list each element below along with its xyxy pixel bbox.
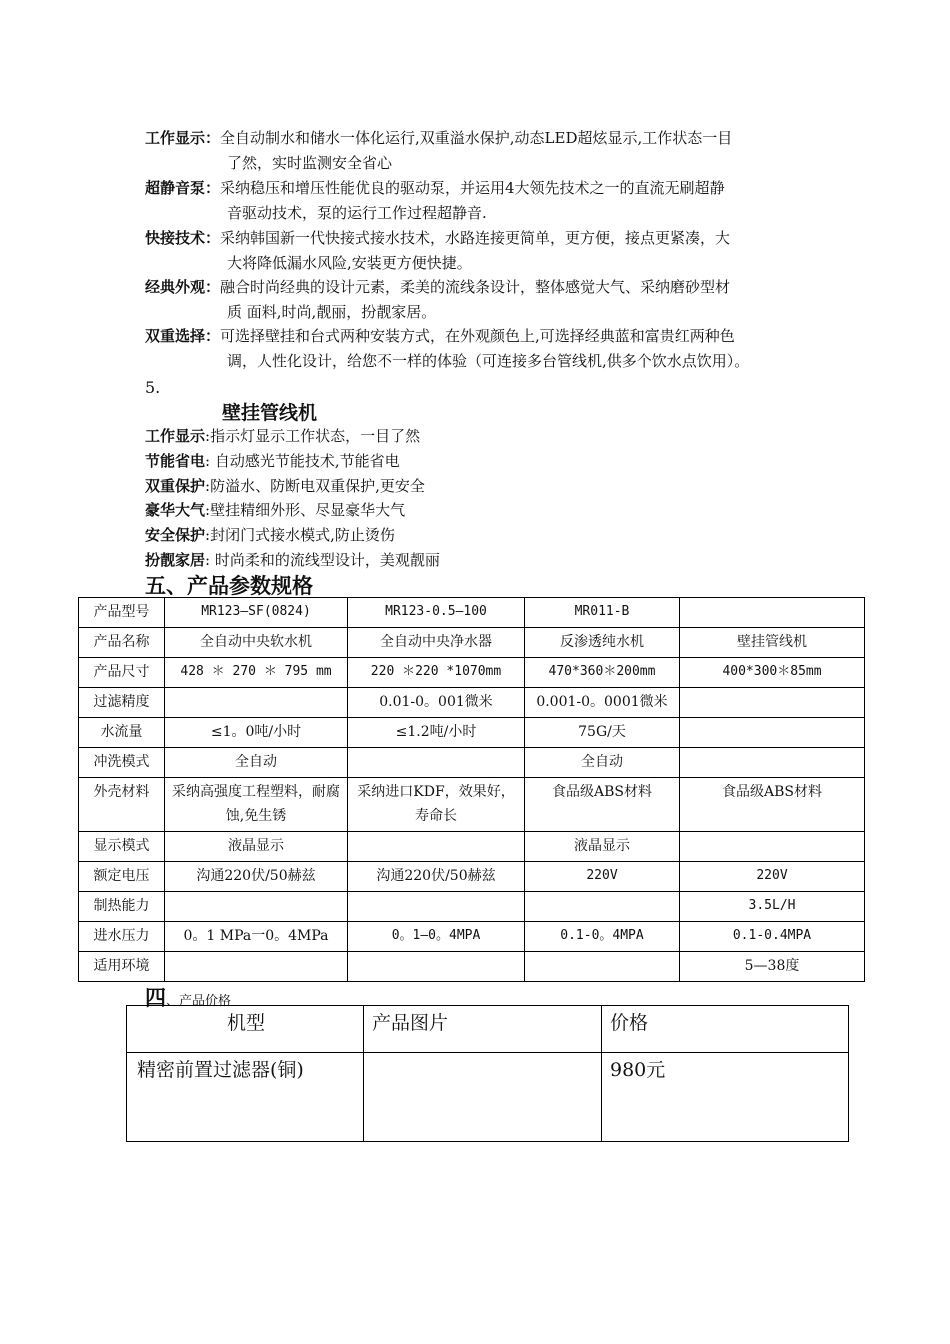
table-cell: 采纳进口KDF，效果好，寿命长 — [348, 778, 525, 832]
table-cell: 0.01-0。001微米 — [348, 688, 525, 718]
table-cell: 制热能力 — [79, 892, 165, 922]
table-cell: MR123—SF(0824) — [165, 598, 348, 628]
table-cell: 外壳材料 — [79, 778, 165, 832]
feature-label: 工作显示： — [145, 129, 221, 147]
table-cell — [680, 748, 865, 778]
section4-label: 、产品价格 — [166, 994, 232, 1009]
table-row — [79, 922, 865, 952]
feature-label: 超静音泵： — [145, 179, 221, 197]
table-row — [79, 952, 865, 982]
table-cell: 全自动 — [525, 748, 680, 778]
table-cell: 全自动中央软水机 — [165, 628, 348, 658]
header-image: 产品图片 — [364, 1006, 602, 1053]
table-cell: 精密前置过滤器(铜) — [127, 1053, 364, 1142]
feature-text: 采纳韩国新一代快接式接水技术，水路连接更简单，更方便，接点更紧凑，大 — [220, 229, 731, 247]
table-cell: 显示模式 — [79, 832, 165, 862]
table-cell — [680, 718, 865, 748]
feature-label: 快接技术： — [145, 229, 221, 247]
table-cell — [165, 952, 348, 982]
table-row — [79, 748, 865, 778]
table-cell: 428 ＊ 270 ＊ 795 mm — [165, 658, 348, 688]
feature-text-cont: 了然，实时监测安全省心 — [227, 153, 393, 172]
table-cell — [165, 892, 348, 922]
table-cell: 产品型号 — [79, 598, 165, 628]
table-cell: MR011-B — [525, 598, 680, 628]
header-model: 机型 — [127, 1006, 364, 1053]
table-cell: 75G/天 — [525, 718, 680, 748]
feature-dual-choice — [145, 324, 825, 373]
table-cell — [364, 1053, 602, 1142]
table-cell — [525, 952, 680, 982]
short-feature: 工作显示:指示灯显示工作状态，一目了然 — [145, 427, 421, 445]
table-row — [127, 1053, 849, 1142]
table-row — [79, 718, 865, 748]
table-cell — [348, 892, 525, 922]
feature-work-display — [145, 126, 825, 175]
table-row — [79, 892, 865, 922]
table-cell: 额定电压 — [79, 862, 165, 892]
table-cell: 400*300＊85mm — [680, 658, 865, 688]
table-cell — [348, 748, 525, 778]
table-cell: 0.1-0。4MPA — [525, 922, 680, 952]
table-cell: 0.1-0.4MPA — [680, 922, 865, 952]
table-cell: 全自动 — [165, 748, 348, 778]
subtitle-wall-dispenser: 壁挂管线机 — [222, 402, 318, 424]
table-cell: 沟通220伏/50赫兹 — [165, 862, 348, 892]
table-cell — [680, 688, 865, 718]
table-cell — [165, 688, 348, 718]
header-price: 价格 — [602, 1006, 849, 1053]
table-cell: 液晶显示 — [525, 832, 680, 862]
feature-text: 可选择壁挂和台式两种安装方式，在外观颜色上,可选择经典蓝和富贵红两种色 — [220, 327, 735, 345]
feature-classic-look — [145, 275, 825, 324]
table-cell: 产品尺寸 — [79, 658, 165, 688]
table-cell: 采纳高强度工程塑料，耐腐蚀,免生锈 — [165, 778, 348, 832]
table-row — [79, 688, 865, 718]
table-cell: 5—38度 — [680, 952, 865, 982]
table-cell: 反渗透纯水机 — [525, 628, 680, 658]
feature-text: 融合时尚经典的设计元素，柔美的流线条设计，整体感觉大气、采纳磨砂型材 — [220, 278, 731, 296]
table-cell: 3.5L/H — [680, 892, 865, 922]
table-cell: 220 ＊220 *1070mm — [348, 658, 525, 688]
table-cell: 0.001-0。0001微米 — [525, 688, 680, 718]
table-cell: MR123-0.5—100 — [348, 598, 525, 628]
table-cell: 产品名称 — [79, 628, 165, 658]
table-cell: 冲洗模式 — [79, 748, 165, 778]
table-cell — [348, 952, 525, 982]
table-cell — [680, 598, 865, 628]
feature-text-cont: 大将降低漏水风险,安装更方便快捷。 — [227, 253, 472, 272]
table-cell: 食品级ABS材料 — [525, 778, 680, 832]
short-feature: 双重保护:防溢水、防断电双重保护,更安全 — [145, 476, 425, 495]
table-row — [79, 658, 865, 688]
feature-text: 全自动制水和储水一体化运行,双重溢水保护,动态LED超炫显示,工作状态一目 — [220, 129, 733, 147]
table-cell: 食品级ABS材料 — [680, 778, 865, 832]
spec-table — [78, 597, 865, 982]
feature-text: 采纳稳压和增压性能优良的驱动泵，并运用4大领先技术之一的直流无刷超静 — [220, 179, 725, 197]
table-cell: ≤1.2吨/小时 — [348, 718, 525, 748]
table-cell: 液晶显示 — [165, 832, 348, 862]
table-cell: 水流量 — [79, 718, 165, 748]
table-cell: 壁挂管线机 — [680, 628, 865, 658]
table-cell: 470*360＊200mm — [525, 658, 680, 688]
table-cell: ≤1。0吨/小时 — [165, 718, 348, 748]
short-feature: 安全保护:封闭门式接水模式,防止烫伤 — [145, 526, 395, 545]
short-feature: 扮靓家居: 时尚柔和的流线型设计，美观靓丽 — [145, 550, 440, 569]
table-cell: 220V — [525, 862, 680, 892]
table-row — [79, 862, 865, 892]
table-cell — [348, 832, 525, 862]
short-feature: 节能省电: 自动感光节能技术,节能省电 — [145, 451, 400, 470]
table-cell — [680, 832, 865, 862]
table-cell: 0。1 MPa一0。4MPa — [165, 922, 348, 952]
table-cell: 980元 — [602, 1053, 849, 1142]
section5-title: 五、产品参数规格 — [145, 574, 313, 598]
feature-label: 经典外观： — [145, 278, 221, 296]
table-cell: 过滤精度 — [79, 688, 165, 718]
table-cell — [525, 892, 680, 922]
table-row — [79, 598, 865, 628]
feature-text-cont: 质 面料,时尚,靓丽，扮靓家居。 — [227, 302, 437, 321]
feature-silent-pump — [145, 176, 825, 225]
price-table — [126, 1005, 849, 1142]
feature-quick-connect — [145, 226, 825, 275]
table-cell: 0。1—0。4MPA — [348, 922, 525, 952]
table-row — [79, 778, 865, 832]
feature-text-cont: 调，人性化设计，给您不一样的体验（可连接多台管线机,供多个饮水点饮用）。 — [227, 351, 750, 370]
short-feature-list — [145, 424, 745, 573]
table-header-row — [127, 1006, 849, 1053]
table-row — [79, 832, 865, 862]
section-number: 5. — [145, 378, 161, 397]
section4-number: 四 — [145, 986, 166, 1010]
table-cell: 220V — [680, 862, 865, 892]
table-cell: 适用环境 — [79, 952, 165, 982]
feature-label: 双重选择： — [145, 327, 221, 345]
feature-text-cont: 音驱动技术，泵的运行工作过程超静音. — [227, 203, 487, 222]
table-row — [79, 628, 865, 658]
table-cell: 沟通220伏/50赫兹 — [348, 862, 525, 892]
table-cell: 全自动中央净水器 — [348, 628, 525, 658]
table-cell: 进水压力 — [79, 922, 165, 952]
short-feature: 豪华大气:壁挂精细外形、尽显豪华大气 — [145, 501, 406, 520]
